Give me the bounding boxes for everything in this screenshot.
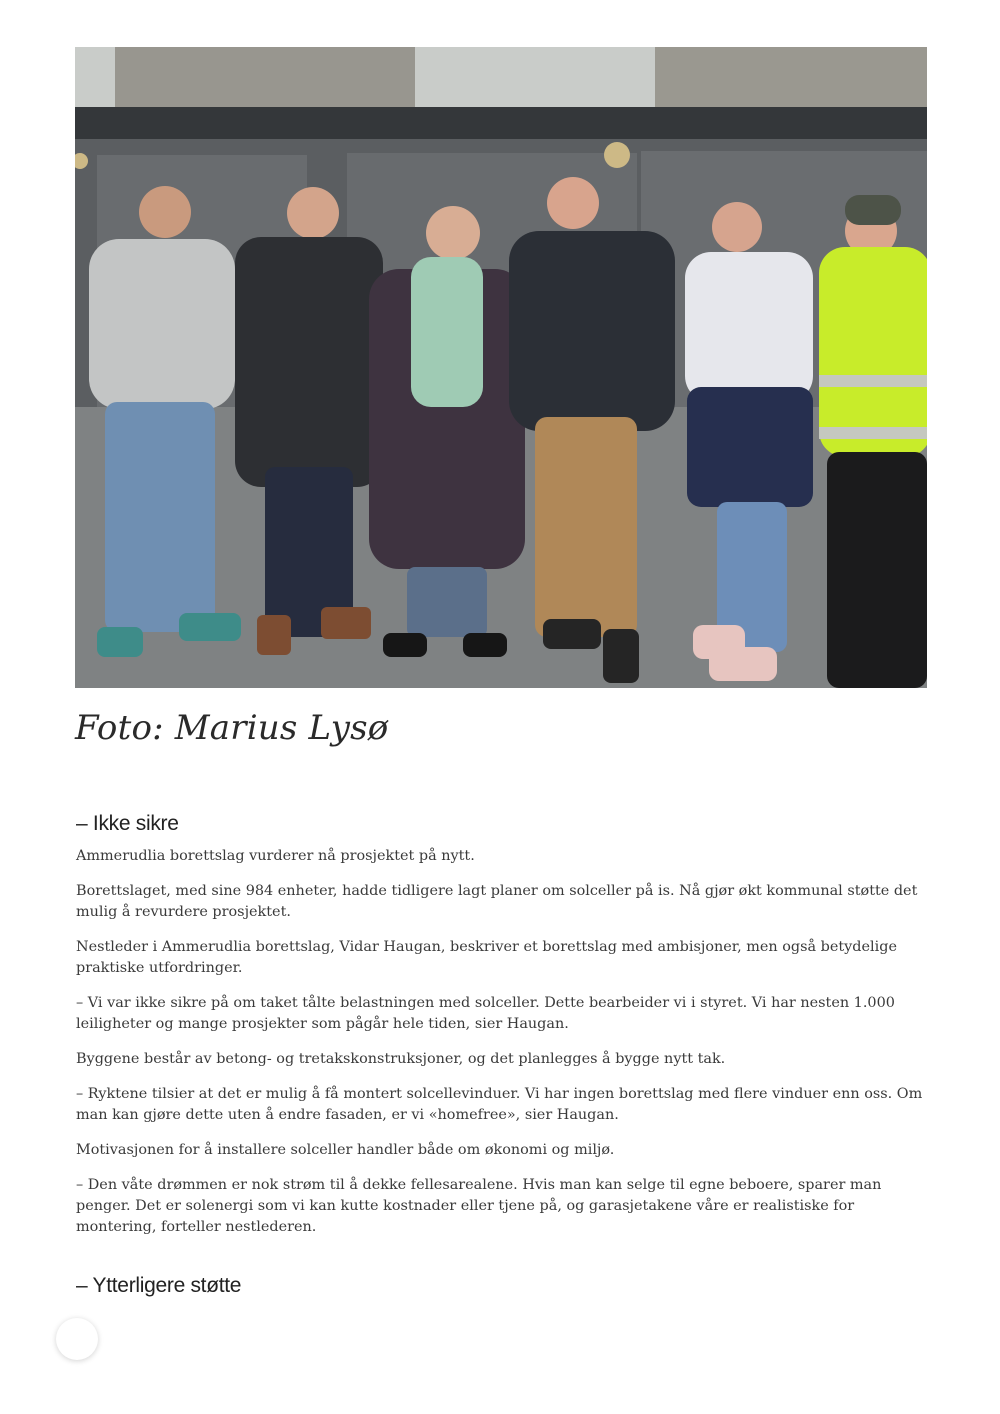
paragraph: – Vi var ikke sikre på om taket tålte belastningen med solceller. Dette bearbeider vi i styret. Vi har nesten 1.000 leiligheter og mange prosjekter som pågår hele tiden, sier Haugan.	[76, 995, 895, 1032]
paragraph: Ammerudlia borettslag vurderer nå prosjektet på nytt.	[76, 848, 475, 864]
section-heading: – Ikke sikre	[76, 812, 179, 835]
paragraph: Borettslaget, med sine 984 enheter, hadde tidligere lagt planer om solceller på is. Nå gjør økt kommunal støtte det mulig å revurdere prosjektet.	[76, 883, 918, 920]
paragraph: Motivasjonen for å installere solceller handler både om økonomi og miljø.	[76, 1142, 615, 1158]
floating-action-button[interactable]	[56, 1318, 98, 1360]
photo-caption: Foto: Marius Lysø	[75, 708, 389, 748]
photo-illustration	[75, 47, 927, 688]
paragraph: – Ryktene tilsier at det er mulig å få montert solcellevinduer. Vi har ingen borettslag med flere vinduer enn oss. Om man kan gjøre dette uten å endre fasaden, er vi «homefree», sier Haugan.	[76, 1086, 923, 1123]
paragraph: – Den våte drømmen er nok strøm til å dekke fellesarealene. Hvis man kan selge til egne beboere, sparer man penger. Det er solenergi som vi kan kutte kostnader eller tjene på, og garasjetakene våre er realistiske for montering, forteller nestlederen.	[76, 1177, 882, 1235]
article-photo	[75, 47, 927, 688]
section-heading: – Ytterligere støtte	[76, 1274, 242, 1297]
paragraph: Nestleder i Ammerudlia borettslag, Vidar Haugan, beskriver et borettslag med ambisjoner, men også betydelige praktiske utfordringer.	[76, 939, 897, 976]
paragraph: Byggene består av betong- og tretakskonstruksjoner, og det planlegges å bygge nytt tak.	[76, 1051, 726, 1067]
article-body	[76, 812, 926, 1308]
